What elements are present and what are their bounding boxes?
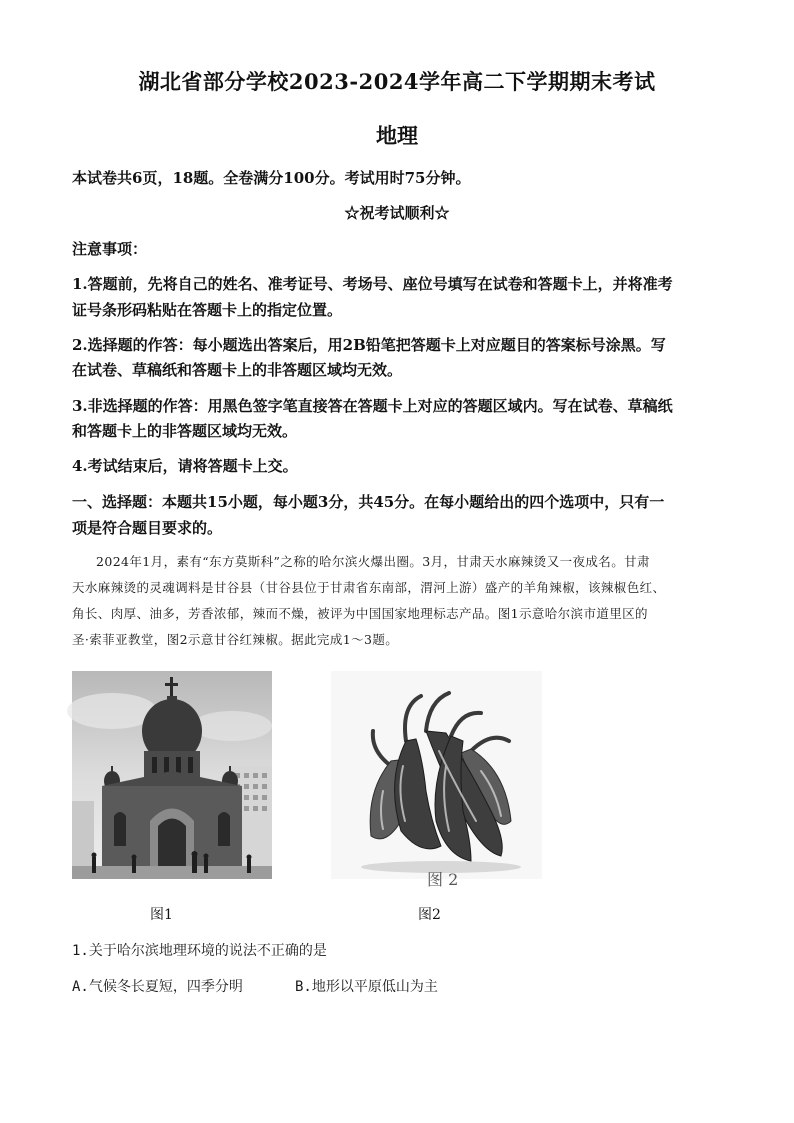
note-item-2-line1: 2.选择题的作答：每小题选出答案后，用2B铅笔把答题卡上对应题目的答案标号涂黑。写 [72, 336, 666, 354]
exam-title: 湖北省部分学校2023-2024学年高二下学期期末考试 [138, 69, 656, 94]
question-1-option-b: B.地形以平原低山为主 [295, 979, 438, 995]
passage-line-4: 圣·索菲亚教堂，图2示意甘谷红辣椒。据此完成1～3题。 [72, 632, 399, 647]
passage-line-3: 角长、肉厚、油多，芳香浓郁，辣而不燥，被评为中国国家地理标志产品。图1示意哈尔滨市道里区的 [72, 606, 648, 621]
question-1-stem: 1.关于哈尔滨地理环境的说法不正确的是 [72, 943, 327, 959]
question-1-option-a: A.气候冬长夏短，四季分明 [72, 979, 243, 995]
section-heading-line1: 一、选择题：本题共15小题，每小题3分，共45分。在每小题给出的四个选项中，只有一 [72, 493, 665, 511]
section-heading-line2: 项是符合题目要求的。 [72, 519, 223, 537]
note-item-2-line2: 在试卷、草稿纸和答题卡上的非答题区域均无效。 [72, 361, 403, 379]
cathedral-illustration [72, 671, 272, 879]
figure-1-cathedral-photo [72, 671, 272, 879]
note-item-1-line2: 证号条形码粘贴在答题卡上的指定位置。 [72, 301, 343, 319]
exam-summary: 本试卷共6页，18题。全卷满分100分。考试用时75分钟。 [72, 169, 471, 187]
exam-subject: 地理 [376, 123, 418, 148]
note-item-1-line1: 1.答题前，先将自己的姓名、准考证号、考场号、座位号填写在试卷和答题卡上，并将准考 [72, 275, 673, 293]
passage-line-2: 天水麻辣烫的灵魂调料是甘谷县（甘谷县位于甘肃省东南部，渭河上游）盛产的羊角辣椒，该辣椒色红、 [72, 580, 666, 595]
passage-line-1: 2024年1月，素有“东方莫斯科”之称的哈尔滨火爆出圈。3月，甘肃天水麻辣烫又一夜成名。甘肃 [96, 554, 650, 569]
figure-1-caption: 图1 [150, 907, 173, 923]
note-item-3-line2: 和答题卡上的非答题区域均无效。 [72, 422, 298, 440]
figure-2-partial-label: 图 2 [427, 870, 459, 889]
figure-2-caption: 图2 [418, 907, 441, 923]
chili-illustration [331, 671, 542, 889]
exam-wish: ☆祝考试顺利☆ [344, 204, 450, 222]
note-item-3-line1: 3.非选择题的作答：用黑色签字笔直接答在答题卡上对应的答题区域内。写在试卷、草稿纸 [72, 397, 673, 415]
note-item-4-line1: 4.考试结束后，请将答题卡上交。 [72, 457, 298, 475]
figure-2-chili-photo [331, 671, 542, 889]
notes-heading: 注意事项： [72, 240, 148, 258]
